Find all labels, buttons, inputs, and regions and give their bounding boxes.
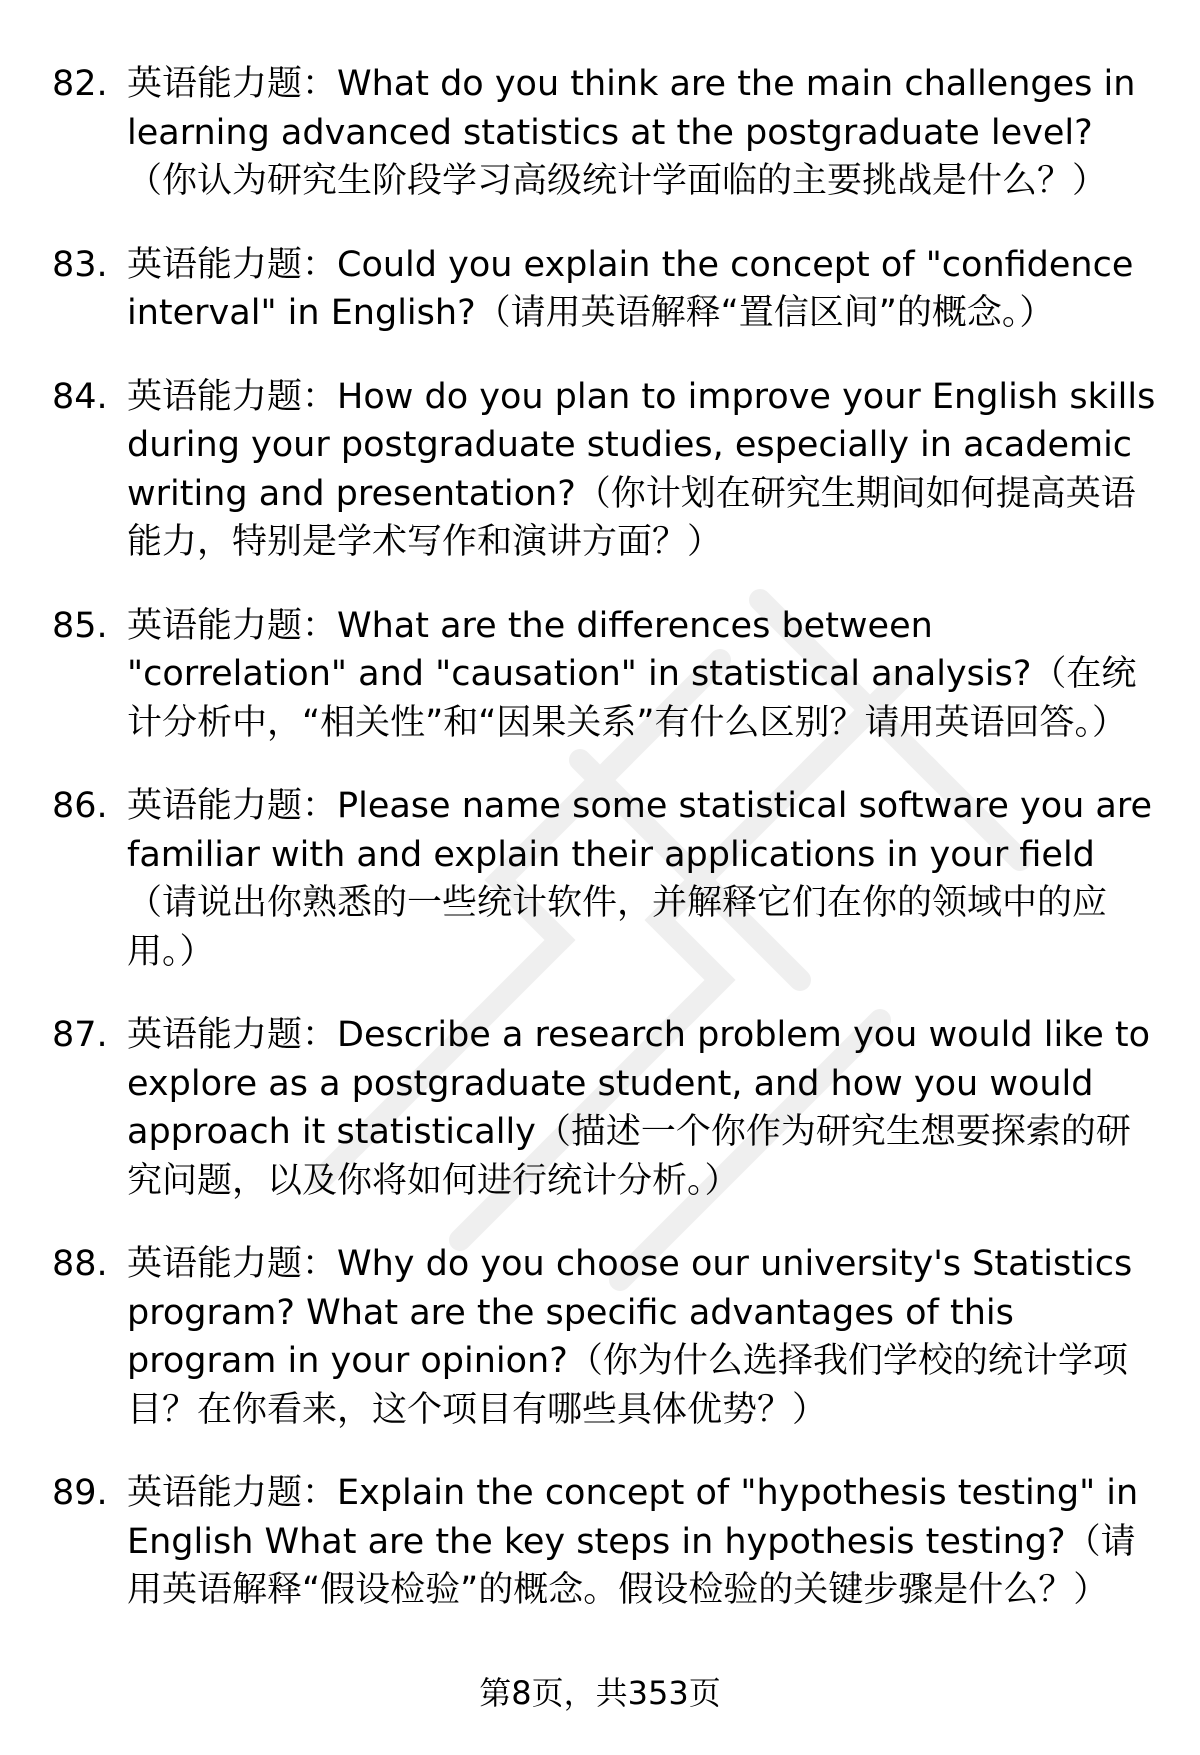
question-item [52, 1469, 1157, 1615]
question-item [52, 1240, 1157, 1434]
question-text: 英语能力题：What do you think are the main challenges in learning advanced statistics at the postgraduate level?（你认为研究生阶段学习高级统计学面临的主要挑战是什么？） [127, 64, 1136, 201]
question-number: 82. [52, 64, 108, 104]
page-number-footer: 第8页，共353页 [479, 1674, 721, 1712]
question-number: 84. [52, 376, 108, 417]
question-item [52, 782, 1157, 976]
question-number: 85. [52, 605, 108, 646]
question-text: 英语能力题：Could you explain the concept of "confidence interval" in English?（请用英语解释“置信区间”的概念。） [127, 244, 1134, 333]
question-item [52, 1011, 1157, 1205]
question-text: 英语能力题：Describe a research problem you would like to explore as a postgraduate student, and how you would approach it statistically（描述一个你作为研究生想要探索的研究问题，以及你将如何进行统计分析。） [127, 1015, 1150, 1201]
question-text: 英语能力题：Please name some statistical software you are familiar with and explain their applications in your field（请说出你熟悉的一些统计软件，并解释它们在你的领域中的应用。） [127, 786, 1153, 972]
question-text: 英语能力题：How do you plan to improve your English skills during your postgraduate studies, especially in academic writing and presentation?（你计划在研究生期间如何提高英语能力，特别是学术写作和演讲方面？） [127, 376, 1156, 562]
question-item [52, 602, 1157, 748]
question-item [52, 60, 1157, 206]
question-text: 英语能力题：Explain the concept of "hypothesis testing" in English What are the key steps in hypothesis testing?（请用英语解释“假设检验”的概念。假设检验的关键步骤是什么？） [127, 1473, 1139, 1610]
question-number: 86. [52, 786, 108, 826]
question-item [52, 241, 1157, 338]
question-list [52, 60, 1157, 1650]
question-number: 88. [52, 1244, 108, 1284]
question-text: 英语能力题：Why do you choose our university's Statistics program? What are the specific advantages of this program in your opinion?（你为什么选择我们学校的统计学项目？在你看来，这个项目有哪些具体优势？） [127, 1244, 1133, 1430]
question-item [52, 373, 1157, 567]
question-number: 89. [52, 1473, 108, 1513]
question-text: 英语能力题：What are the differences between "correlation" and "causation" in statistical analysis?（在统计分析中，“相关性”和“因果关系”有什么区别？请用英语回答。） [127, 605, 1137, 743]
question-number: 87. [52, 1015, 108, 1055]
question-number: 83. [52, 244, 108, 285]
